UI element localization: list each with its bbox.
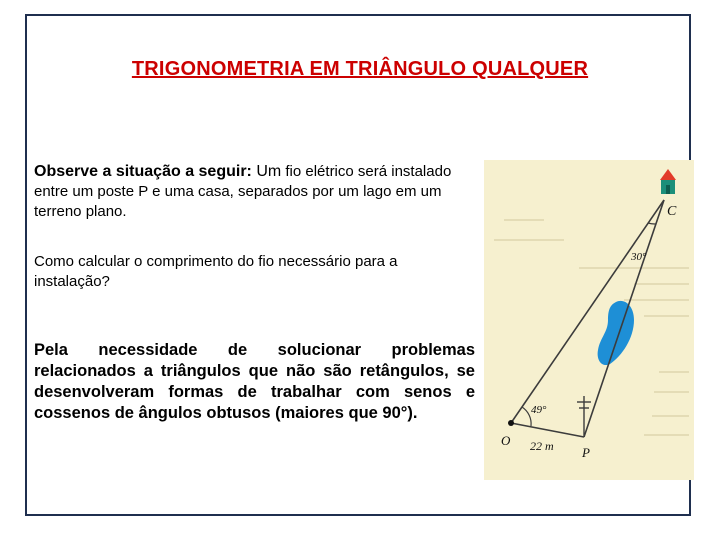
intro-body: fio elétrico será instalado entre um poste P e uma casa, separados por um lago em um terreno plano.	[34, 163, 452, 220]
side-op-label: 22 m	[530, 439, 554, 453]
vertex-o-label: O	[501, 433, 511, 448]
vertex-p-label: P	[582, 445, 590, 460]
intro-lead-plain: Um	[251, 163, 282, 180]
angle-o-label: 49°	[531, 404, 547, 416]
question-text: Como calcular o comprimento do fio necessário para a instalação?	[34, 253, 398, 290]
angle-c-label: 30°	[631, 251, 647, 263]
triangle-figure	[484, 160, 694, 480]
explanation-paragraph: Pela necessidade de solucionar problemas relacionados a triângulos que não são retângulos, se desenvolveram formas de trabalhar com senos e cossenos de ângulos obtusos (maiores que 90°).	[34, 341, 475, 422]
intro-lead-bold: Observe a situação a seguir:	[34, 163, 252, 180]
figure-background	[484, 160, 694, 480]
vertex-o-point	[508, 420, 514, 426]
slide-title: TRIGONOMETRIA EM TRIÂNGULO QUALQUER	[131, 58, 589, 80]
intro-text	[34, 162, 474, 222]
vertex-c-label: C	[667, 204, 677, 219]
